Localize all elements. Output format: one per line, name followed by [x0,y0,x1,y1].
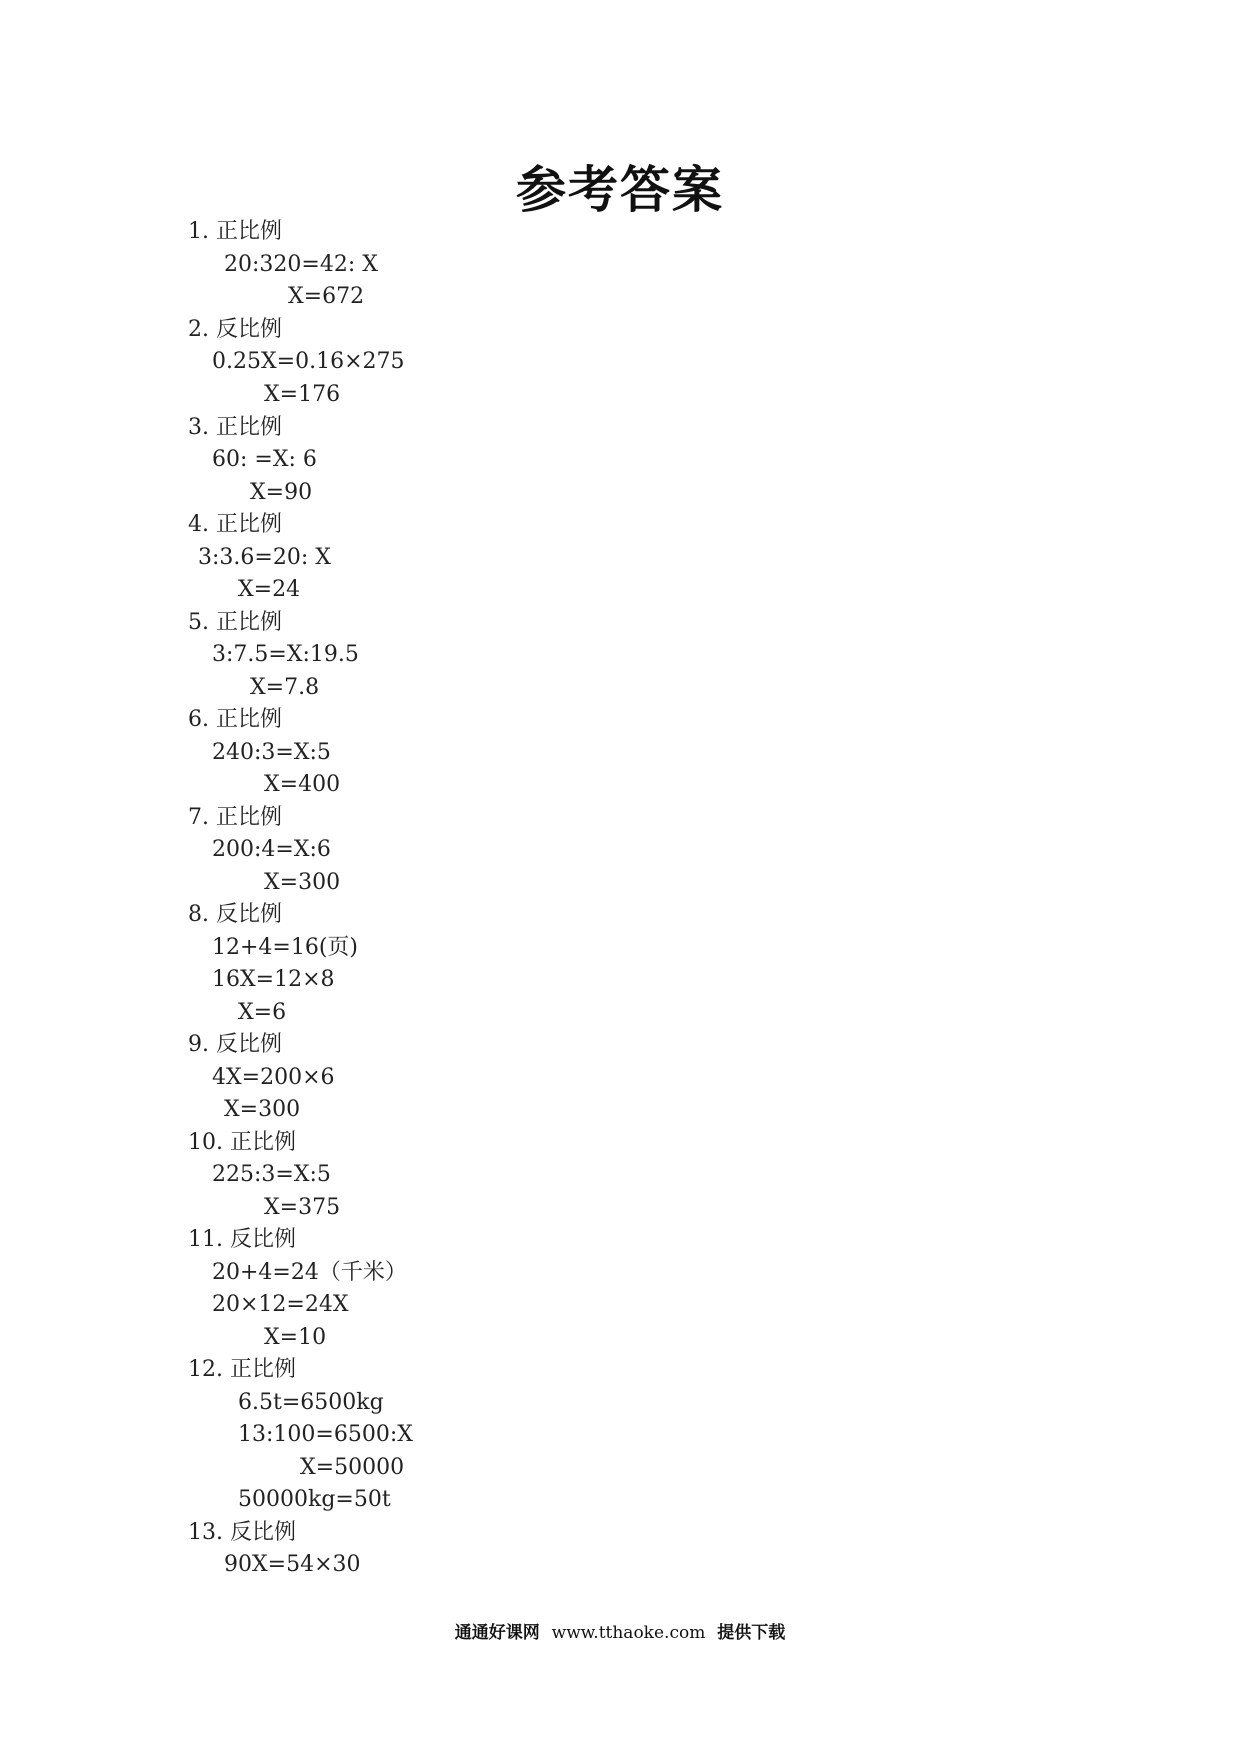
answer-line: 50000kg=50t [238,1487,391,1512]
answer-line: 3:7.5=X:19.5 [212,642,359,667]
answer-line: X=24 [238,577,301,602]
answer-line: 20×12=24X [212,1292,349,1317]
answer-line: X=90 [250,480,313,505]
answer-line: 13:100=6500:X [238,1422,413,1447]
answer-line: 16X=12×8 [212,967,335,992]
answer-line: 0.25X=0.16×275 [212,349,405,374]
answer-line: 240:3=X:5 [212,740,331,765]
answer-line: 2. 反比例 [188,317,282,342]
answer-line: 20:320=42: X [224,252,378,277]
answer-line: 20+4=24（千米） [212,1260,407,1285]
answer-line: X=300 [224,1097,301,1122]
answer-line: 200:4=X:6 [212,837,331,862]
answer-line: 225:3=X:5 [212,1162,331,1187]
answer-line: 8. 反比例 [188,902,282,927]
answer-line: X=300 [264,870,341,895]
answer-line: 6. 正比例 [188,707,282,732]
answer-line: 12+4=16(页) [212,935,359,960]
answer-line: X=176 [264,382,341,407]
answer-line: 1. 正比例 [188,219,282,244]
answer-line: 10. 正比例 [188,1130,296,1155]
footer-suffix: 提供下载 [717,1623,786,1643]
answer-line: 4. 正比例 [188,512,282,537]
answer-line: X=6 [238,1000,287,1025]
answer-line: 12. 正比例 [188,1357,296,1382]
answer-line: 4X=200×6 [212,1065,335,1090]
answer-line: 7. 正比例 [188,805,282,830]
answer-line: X=672 [288,284,365,309]
answer-line: X=10 [264,1325,327,1350]
footer-site-name: 通通好课网 [454,1623,540,1643]
answer-line: 9. 反比例 [188,1032,282,1057]
answer-line: 6.5t=6500kg [238,1390,384,1415]
answer-line: 3:3.6=20: X [198,545,331,570]
answer-line: 11. 反比例 [188,1227,296,1252]
page-footer [0,1618,1240,1643]
answer-line: X=7.8 [250,675,320,700]
answer-line: X=50000 [300,1455,405,1480]
answer-line: 60: =X: 6 [212,447,317,472]
answer-line: 5. 正比例 [188,610,282,635]
answer-line: 3. 正比例 [188,415,282,440]
page-title: 参考答案 [516,161,724,219]
answer-line: 13. 反比例 [188,1520,296,1545]
answer-line: 90X=54×30 [224,1552,361,1577]
answer-line: X=375 [264,1195,341,1220]
footer-url-link[interactable]: www.tthaoke.com [551,1623,706,1643]
answer-line: X=400 [264,772,341,797]
